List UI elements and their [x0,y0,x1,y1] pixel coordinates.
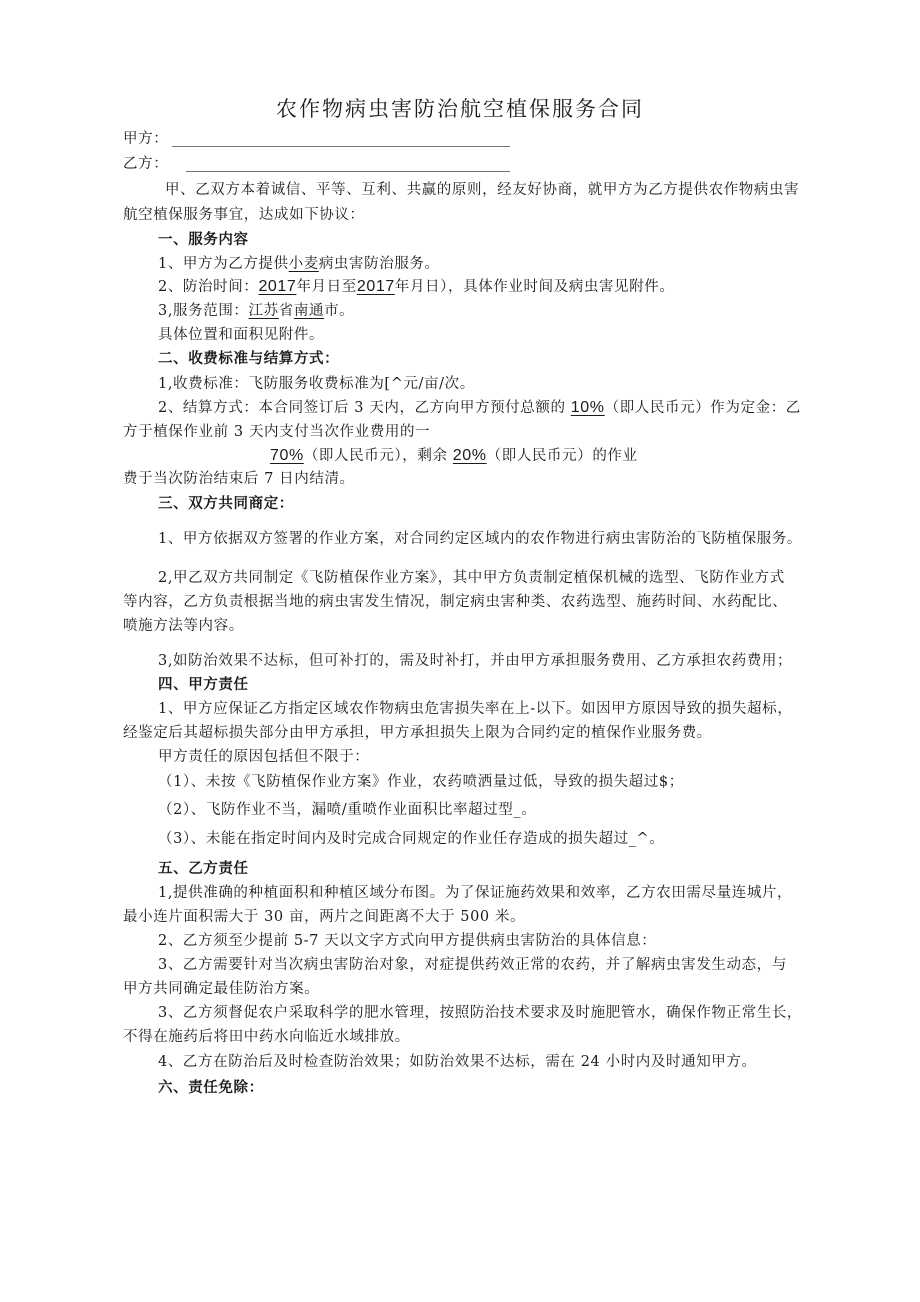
s5-para-5: 4、乙方在防治后及时检查防治效果；如防治效果不达标，需在 24 小时内及时通知甲方。 [158,1054,757,1070]
province-name: 江苏 [248,303,279,319]
section-4-heading: 四、甲方责任 [158,677,249,693]
s2-item-3: 方于植保作业前 3 天内支付当次作业费用的一 [123,424,431,440]
intro-line-2: 航空植保服务事宜，达成如下协议： [123,207,365,223]
s5-para-4-line-1: 3、乙方须督促农户采取科学的肥水管理，按照防治技术要求及时施肥管水，确保作物正常生长， [158,1005,803,1021]
s5-para-3-line-1: 3、乙方需要针对当次病虫害防治对象，对症提供药效正常的农药，并了解病虫害发生动态，与 [158,957,787,973]
s5-para-1-line-2: 最小连片面积需大于 30 亩，两片之间距离不大于 500 米。 [123,909,526,925]
remaining-percent: 20% [452,447,487,464]
s5-para-3-line-2: 甲方共同确定最佳防治方案。 [123,981,320,997]
s3-para-2-line-3: 喷施方法等内容。 [123,618,244,634]
s5-para-1-line-1: 1,提供准确的种植面积和种植区域分布图。为了保证施药效果和效率，乙方农田需尽量连城片， [158,885,793,901]
crop-name: 小麦 [288,256,319,272]
section-2-heading: 二、收费标准与结算方式： [158,351,340,367]
deposit-percent: 10% [570,399,605,416]
end-year: 2017 [356,278,395,295]
s3-para-1: 1、甲方依据双方签署的作业方案，对合同约定区域内的农作物进行病虫害防治的飞防植保服务。 [158,531,803,547]
s1-item-1: 1、甲方为乙方提供小麦病虫害防治服务。 [158,256,440,272]
section-6-heading: 六、责任免除： [158,1080,264,1096]
s2-item-1: 1,收费标准：飞防服务收费标准为[^元/亩/次。 [158,376,475,392]
party-a-label: 甲方： [123,131,169,147]
s5-para-2: 2、乙方须至少提前 5-7 天以文字方式向甲方提供病虫害防治的具体信息： [158,933,657,949]
document-title: 农作物病虫害防治航空植保服务合同 [276,97,644,121]
s4-clause-1: （1）、未按《飞防植保作业方案》作业，农药喷洒量过低，导致的损失超过$； [158,774,684,790]
party-a-blank-line [172,146,510,147]
s3-para-2-line-1: 2,甲乙双方共同制定《飞防植保作业方案》，其中甲方负责制定植保机械的选型、飞防作业方式 [158,570,785,586]
s4-para-2: 甲方责任的原因包括但不限于： [158,749,370,765]
s5-para-4-line-2: 不得在施药后将田中药水向临近水域排放。 [123,1029,410,1045]
s2-item-5: 费于当次防治结束后 7 日内结清。 [123,471,355,487]
intro-line-1: 甲、乙双方本着诚信、平等、互利、共赢的原则，经友好协商，就甲方为乙方提供农作物病虫害 [165,182,800,198]
s4-para-1-line-1: 1、甲方应保证乙方指定区域农作物病虫危害损失率在上-以下。如因甲方原因导致的损失超标， [158,701,793,717]
s1-item-2: 2、防治时间：2017年月日至2017年月日），具体作业时间及病虫害见附件。 [158,278,675,295]
s4-clause-2: （2）、飞防作业不当，漏喷/重喷作业面积比率超过型_。 [158,802,537,818]
pre-payment-percent: 70% [270,447,304,464]
section-3-heading: 三、双方共同商定： [158,496,294,512]
party-b-label: 乙方： [123,156,169,172]
start-year: 2017 [258,278,297,295]
s3-para-3: 3,如防治效果不达标，但可补打的，需及时补打，并由甲方承担服务费用、乙方承担农药费用； [158,653,793,669]
s4-clause-3: （3）、未能在指定时间内及时完成合同规定的作业任存造成的损失超过_^。 [158,831,665,847]
s2-item-4: 70%（即人民币元），剩余 20%（即人民币元）的作业 [270,447,638,464]
s2-item-2: 2、结算方式：本合同签订后 3 天内，乙方向甲方预付总额的 10%（即人民币元）作为定金：乙 [158,399,801,416]
section-1-heading: 一、服务内容 [158,232,249,248]
s3-para-2-line-2: 等内容，乙方负责根据当地的病虫害发生情况，制定病虫害种类、农药选型、施药时间、水药配比、 [123,594,788,610]
section-5-heading: 五、乙方责任 [158,861,249,877]
s1-item-3: 3,服务范围：江苏省南通市。 [158,303,355,319]
s1-item-4: 具体位置和面积见附件。 [158,327,325,343]
city-name: 南通 [293,303,325,319]
s4-para-1-line-2: 经鉴定后其超标损失部分由甲方承担，甲方承担损失上限为合同约定的植保作业服务费。 [123,725,712,741]
party-b-blank-line [186,171,510,172]
